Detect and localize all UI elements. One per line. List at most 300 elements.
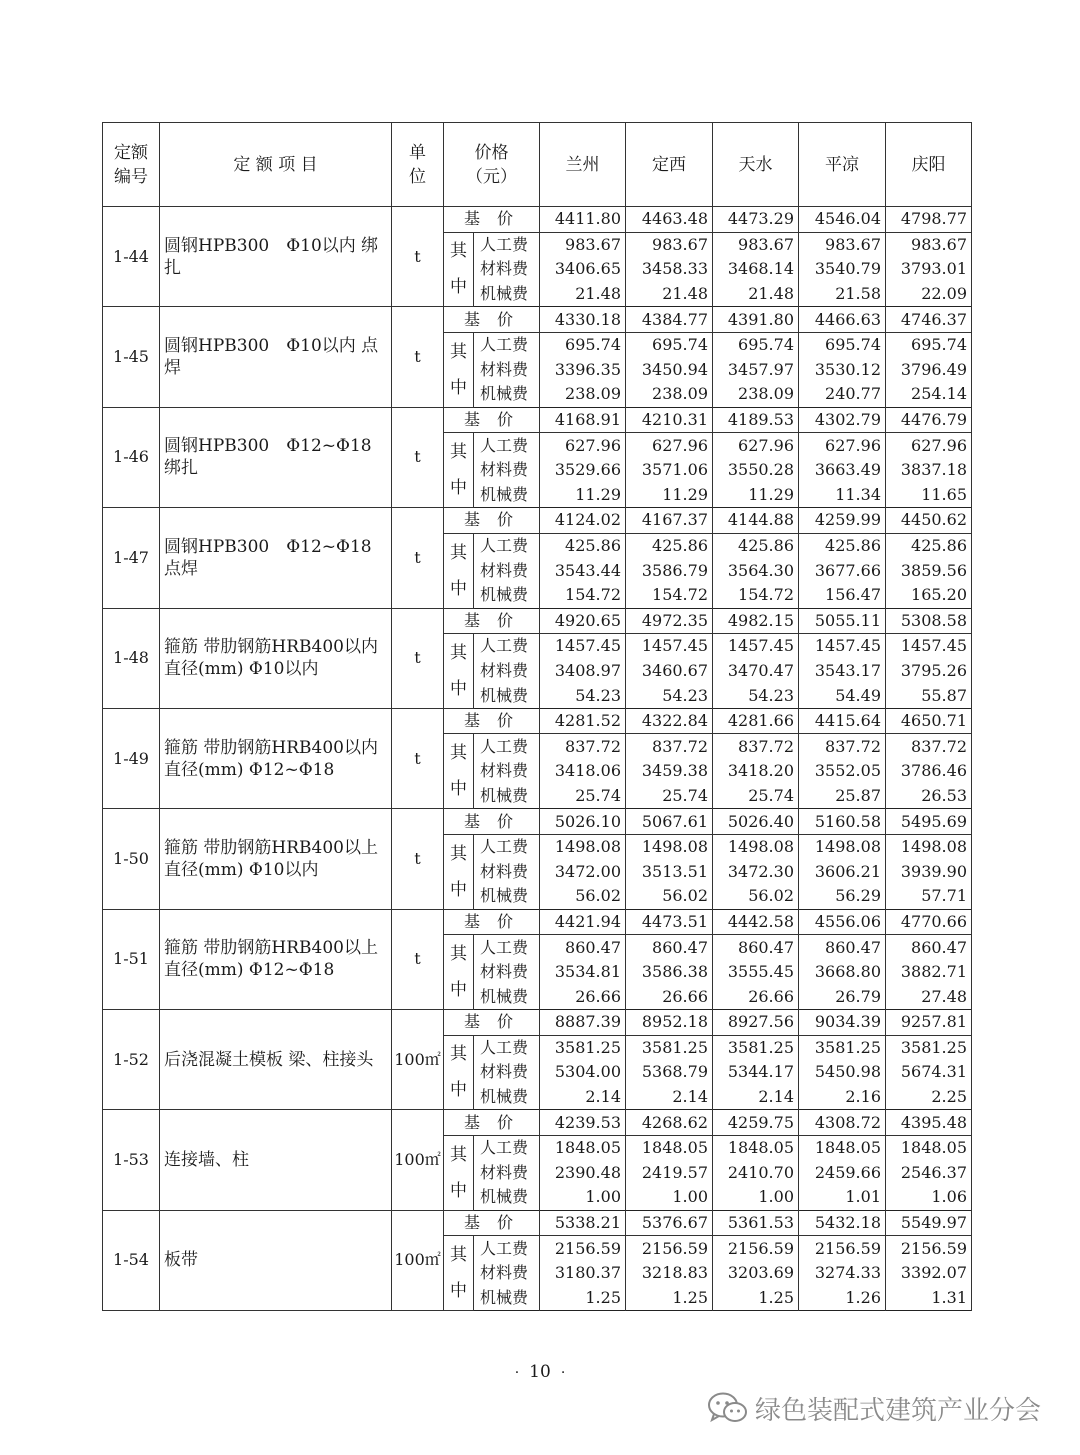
base-price-dingxi: 4473.51	[626, 909, 713, 935]
labor-cost-tianshui: 627.96	[713, 433, 799, 458]
table-body	[103, 207, 972, 1311]
quota-code: 1-49	[103, 708, 160, 808]
qizhong-wrap	[444, 741, 473, 801]
qizhong-label	[444, 935, 474, 1010]
table-row	[103, 1110, 972, 1136]
labor-cost-pingliang: 3581.25	[799, 1035, 886, 1060]
machine-cost-label: 机械费	[474, 884, 540, 909]
base-price-tianshui: 4144.88	[713, 508, 799, 534]
labor-cost-dingxi: 1848.05	[626, 1135, 713, 1160]
labor-cost-dingxi: 1498.08	[626, 834, 713, 859]
quota-price-table	[102, 122, 972, 1311]
machine-cost-qingyang: 11.65	[886, 483, 972, 508]
base-price-tianshui: 4473.29	[713, 207, 799, 233]
base-price-lanzhou: 4124.02	[540, 508, 626, 534]
base-price-label: 基 价	[444, 1210, 540, 1236]
labor-cost-label: 人工费	[474, 533, 540, 558]
labor-cost-qingyang: 425.86	[886, 533, 972, 558]
labor-cost-lanzhou: 983.67	[540, 232, 626, 257]
machine-cost-dingxi: 21.48	[626, 282, 713, 307]
material-cost-tianshui: 3457.97	[713, 358, 799, 383]
labor-cost-lanzhou: 627.96	[540, 433, 626, 458]
base-price-qingyang: 5549.97	[886, 1210, 972, 1236]
quota-code: 1-50	[103, 809, 160, 909]
zhong-char: 中	[450, 377, 467, 398]
machine-cost-pingliang: 21.58	[799, 282, 886, 307]
quota-code: 1-51	[103, 909, 160, 1009]
labor-cost-pingliang: 837.72	[799, 734, 886, 759]
material-cost-pingliang: 3552.05	[799, 759, 886, 784]
labor-cost-pingliang: 2156.59	[799, 1236, 886, 1261]
base-price-lanzhou: 8887.39	[540, 1010, 626, 1036]
material-cost-lanzhou: 3418.06	[540, 759, 626, 784]
base-price-dingxi: 4210.31	[626, 407, 713, 433]
base-price-dingxi: 4268.62	[626, 1110, 713, 1136]
base-price-tianshui: 4259.75	[713, 1110, 799, 1136]
base-price-qingyang: 5308.58	[886, 608, 972, 634]
material-cost-label: 材料费	[474, 358, 540, 383]
qi-char: 其	[450, 743, 467, 764]
qizhong-label	[444, 1135, 474, 1210]
quota-item-name: 圆钢HPB300 Φ12~Φ18 绑扎	[160, 407, 392, 507]
qizhong-label	[444, 734, 474, 809]
machine-cost-label: 机械费	[474, 382, 540, 407]
base-price-qingyang: 4395.48	[886, 1110, 972, 1136]
qizhong-label	[444, 634, 474, 709]
quota-item-name: 连接墙、柱	[160, 1110, 392, 1210]
material-cost-pingliang: 3274.33	[799, 1261, 886, 1286]
machine-cost-label: 机械费	[474, 1185, 540, 1210]
material-cost-label: 材料费	[474, 1161, 540, 1186]
base-price-label: 基 价	[444, 1110, 540, 1136]
base-price-tianshui: 5026.40	[713, 809, 799, 835]
material-cost-qingyang: 3793.01	[886, 257, 972, 282]
table-row	[103, 1010, 972, 1036]
labor-cost-dingxi: 860.47	[626, 935, 713, 960]
base-price-pingliang: 9034.39	[799, 1010, 886, 1036]
table-row	[103, 708, 972, 734]
material-cost-lanzhou: 3534.81	[540, 960, 626, 985]
labor-cost-lanzhou: 2156.59	[540, 1236, 626, 1261]
material-cost-lanzhou: 3180.37	[540, 1261, 626, 1286]
base-price-label: 基 价	[444, 207, 540, 233]
qizhong-label	[444, 1236, 474, 1311]
base-price-dingxi: 8952.18	[626, 1010, 713, 1036]
labor-cost-tianshui: 1498.08	[713, 834, 799, 859]
material-cost-dingxi: 3458.33	[626, 257, 713, 282]
machine-cost-lanzhou: 238.09	[540, 382, 626, 407]
base-price-lanzhou: 4920.65	[540, 608, 626, 634]
base-price-tianshui: 4982.15	[713, 608, 799, 634]
machine-cost-dingxi: 11.29	[626, 483, 713, 508]
base-price-tianshui: 5361.53	[713, 1210, 799, 1236]
machine-cost-label: 机械费	[474, 483, 540, 508]
material-cost-label: 材料费	[474, 458, 540, 483]
base-price-pingliang: 4259.99	[799, 508, 886, 534]
machine-cost-label: 机械费	[474, 1085, 540, 1110]
machine-cost-qingyang: 22.09	[886, 282, 972, 307]
material-cost-lanzhou: 3472.00	[540, 859, 626, 884]
labor-cost-pingliang: 425.86	[799, 533, 886, 558]
labor-cost-label: 人工费	[474, 834, 540, 859]
base-price-lanzhou: 4281.52	[540, 708, 626, 734]
material-cost-lanzhou: 2390.48	[540, 1161, 626, 1186]
machine-cost-qingyang: 1.31	[886, 1286, 972, 1311]
machine-cost-pingliang: 1.26	[799, 1286, 886, 1311]
base-price-label: 基 价	[444, 307, 540, 333]
quota-item-name: 圆钢HPB300 Φ10以内 绑扎	[160, 207, 392, 307]
labor-cost-dingxi: 837.72	[626, 734, 713, 759]
machine-cost-dingxi: 25.74	[626, 784, 713, 809]
material-cost-pingliang: 3530.12	[799, 358, 886, 383]
material-cost-label: 材料费	[474, 257, 540, 282]
base-price-lanzhou: 4168.91	[540, 407, 626, 433]
labor-cost-tianshui: 983.67	[713, 232, 799, 257]
base-price-label: 基 价	[444, 809, 540, 835]
material-cost-lanzhou: 3406.65	[540, 257, 626, 282]
qi-char: 其	[450, 843, 467, 864]
material-cost-lanzhou: 3543.44	[540, 558, 626, 583]
qizhong-wrap	[444, 942, 473, 1002]
base-price-label: 基 价	[444, 508, 540, 534]
base-price-lanzhou: 5026.10	[540, 809, 626, 835]
qizhong-wrap	[444, 641, 473, 701]
qi-char: 其	[450, 1044, 467, 1065]
labor-cost-dingxi: 627.96	[626, 433, 713, 458]
machine-cost-label: 机械费	[474, 683, 540, 708]
qi-char: 其	[450, 1245, 467, 1266]
base-price-pingliang: 4556.06	[799, 909, 886, 935]
quota-item-name: 板带	[160, 1210, 392, 1310]
header-region-dingxi: 定西	[626, 123, 713, 207]
machine-cost-tianshui: 238.09	[713, 382, 799, 407]
machine-cost-dingxi: 1.00	[626, 1185, 713, 1210]
header-region-pingliang: 平凉	[799, 123, 886, 207]
material-cost-label: 材料费	[474, 960, 540, 985]
base-price-pingliang: 4546.04	[799, 207, 886, 233]
material-cost-label: 材料费	[474, 558, 540, 583]
base-price-qingyang: 9257.81	[886, 1010, 972, 1036]
quota-item-name: 箍筋 带肋钢筋HRB400以内 直径(mm) Φ10以内	[160, 608, 392, 708]
labor-cost-pingliang: 1457.45	[799, 634, 886, 659]
quota-item-name: 后浇混凝土模板 梁、柱接头	[160, 1010, 392, 1110]
base-price-tianshui: 4442.58	[713, 909, 799, 935]
labor-cost-lanzhou: 695.74	[540, 332, 626, 357]
material-cost-pingliang: 5450.98	[799, 1060, 886, 1085]
header-item: 定 额 项 目	[160, 123, 392, 207]
machine-cost-pingliang: 156.47	[799, 583, 886, 608]
qizhong-label	[444, 232, 474, 307]
base-price-qingyang: 4798.77	[886, 207, 972, 233]
base-price-tianshui: 4281.66	[713, 708, 799, 734]
machine-cost-pingliang: 11.34	[799, 483, 886, 508]
quota-code: 1-52	[103, 1010, 160, 1110]
base-price-pingliang: 4415.64	[799, 708, 886, 734]
machine-cost-dingxi: 56.02	[626, 884, 713, 909]
material-cost-label: 材料费	[474, 759, 540, 784]
machine-cost-pingliang: 1.01	[799, 1185, 886, 1210]
base-price-pingliang: 4466.63	[799, 307, 886, 333]
base-price-dingxi: 5067.61	[626, 809, 713, 835]
quota-code: 1-48	[103, 608, 160, 708]
machine-cost-lanzhou: 25.74	[540, 784, 626, 809]
machine-cost-qingyang: 27.48	[886, 984, 972, 1009]
price-table-container	[102, 122, 972, 1311]
qizhong-wrap	[444, 1143, 473, 1203]
qi-char: 其	[450, 1144, 467, 1165]
labor-cost-lanzhou: 3581.25	[540, 1035, 626, 1060]
material-cost-label: 材料费	[474, 1060, 540, 1085]
labor-cost-lanzhou: 1457.45	[540, 634, 626, 659]
zhong-char: 中	[450, 779, 467, 800]
machine-cost-pingliang: 240.77	[799, 382, 886, 407]
machine-cost-lanzhou: 21.48	[540, 282, 626, 307]
table-row	[103, 307, 972, 333]
material-cost-lanzhou: 5304.00	[540, 1060, 626, 1085]
labor-cost-tianshui: 695.74	[713, 332, 799, 357]
material-cost-qingyang: 5674.31	[886, 1060, 972, 1085]
labor-cost-label: 人工费	[474, 734, 540, 759]
zhong-char: 中	[450, 879, 467, 900]
base-price-label: 基 价	[444, 608, 540, 634]
machine-cost-dingxi: 26.66	[626, 984, 713, 1009]
labor-cost-tianshui: 837.72	[713, 734, 799, 759]
material-cost-qingyang: 3392.07	[886, 1261, 972, 1286]
machine-cost-qingyang: 26.53	[886, 784, 972, 809]
machine-cost-label: 机械费	[474, 1286, 540, 1311]
machine-cost-qingyang: 254.14	[886, 382, 972, 407]
machine-cost-label: 机械费	[474, 583, 540, 608]
machine-cost-label: 机械费	[474, 282, 540, 307]
quota-unit: t	[392, 508, 444, 608]
labor-cost-dingxi: 983.67	[626, 232, 713, 257]
watermark-text: 绿色装配式建筑产业分会	[755, 1395, 1042, 1426]
material-cost-dingxi: 3586.79	[626, 558, 713, 583]
base-price-tianshui: 8927.56	[713, 1010, 799, 1036]
machine-cost-pingliang: 54.49	[799, 683, 886, 708]
labor-cost-tianshui: 860.47	[713, 935, 799, 960]
machine-cost-tianshui: 2.14	[713, 1085, 799, 1110]
material-cost-label: 材料费	[474, 1261, 540, 1286]
header-region-qingyang: 庆阳	[886, 123, 972, 207]
base-price-qingyang: 5495.69	[886, 809, 972, 835]
base-price-pingliang: 5432.18	[799, 1210, 886, 1236]
base-price-dingxi: 4463.48	[626, 207, 713, 233]
quota-item-name: 箍筋 带肋钢筋HRB400以上 直径(mm) Φ10以内	[160, 809, 392, 909]
machine-cost-label: 机械费	[474, 984, 540, 1009]
qi-char: 其	[450, 442, 467, 463]
base-price-pingliang: 5160.58	[799, 809, 886, 835]
quota-code: 1-53	[103, 1110, 160, 1210]
labor-cost-qingyang: 983.67	[886, 232, 972, 257]
labor-cost-lanzhou: 425.86	[540, 533, 626, 558]
material-cost-dingxi: 3586.38	[626, 960, 713, 985]
labor-cost-pingliang: 1498.08	[799, 834, 886, 859]
labor-cost-qingyang: 2156.59	[886, 1236, 972, 1261]
machine-cost-tianshui: 26.66	[713, 984, 799, 1009]
material-cost-tianshui: 3468.14	[713, 257, 799, 282]
labor-cost-pingliang: 1848.05	[799, 1135, 886, 1160]
material-cost-pingliang: 3543.17	[799, 659, 886, 684]
header-region-tianshui: 天水	[713, 123, 799, 207]
zhong-char: 中	[450, 277, 467, 298]
machine-cost-lanzhou: 154.72	[540, 583, 626, 608]
base-price-dingxi: 4322.84	[626, 708, 713, 734]
machine-cost-pingliang: 26.79	[799, 984, 886, 1009]
quota-item-name: 圆钢HPB300 Φ12~Φ18 点焊	[160, 508, 392, 608]
table-row	[103, 508, 972, 534]
labor-cost-qingyang: 837.72	[886, 734, 972, 759]
material-cost-dingxi: 3513.51	[626, 859, 713, 884]
material-cost-pingliang: 3663.49	[799, 458, 886, 483]
machine-cost-tianshui: 21.48	[713, 282, 799, 307]
zhong-char: 中	[450, 578, 467, 599]
labor-cost-dingxi: 2156.59	[626, 1236, 713, 1261]
zhong-char: 中	[450, 980, 467, 1001]
quota-item-name: 圆钢HPB300 Φ10以内 点焊	[160, 307, 392, 407]
table-row	[103, 909, 972, 935]
labor-cost-dingxi: 1457.45	[626, 634, 713, 659]
machine-cost-pingliang: 56.29	[799, 884, 886, 909]
base-price-pingliang: 4308.72	[799, 1110, 886, 1136]
machine-cost-tianshui: 1.00	[713, 1185, 799, 1210]
quota-unit: t	[392, 307, 444, 407]
quota-code: 1-54	[103, 1210, 160, 1310]
material-cost-dingxi: 3459.38	[626, 759, 713, 784]
quota-item-name: 箍筋 带肋钢筋HRB400以上 直径(mm) Φ12~Φ18	[160, 909, 392, 1009]
base-price-label: 基 价	[444, 708, 540, 734]
qizhong-wrap	[444, 340, 473, 400]
material-cost-qingyang: 3786.46	[886, 759, 972, 784]
header-price: 价格 （元）	[444, 123, 540, 207]
qizhong-wrap	[444, 440, 473, 500]
labor-cost-lanzhou: 837.72	[540, 734, 626, 759]
material-cost-qingyang: 2546.37	[886, 1161, 972, 1186]
qizhong-wrap	[444, 541, 473, 601]
machine-cost-pingliang: 25.87	[799, 784, 886, 809]
material-cost-dingxi: 3460.67	[626, 659, 713, 684]
page-number: · 10 ·	[514, 1362, 566, 1382]
machine-cost-tianshui: 54.23	[713, 683, 799, 708]
table-row	[103, 407, 972, 433]
labor-cost-label: 人工费	[474, 1236, 540, 1261]
table-row	[103, 608, 972, 634]
header-code: 定额 编号	[103, 123, 160, 207]
qizhong-label	[444, 533, 474, 608]
qizhong-label	[444, 332, 474, 407]
machine-cost-dingxi: 154.72	[626, 583, 713, 608]
material-cost-tianshui: 5344.17	[713, 1060, 799, 1085]
labor-cost-label: 人工费	[474, 1035, 540, 1060]
machine-cost-dingxi: 2.14	[626, 1085, 713, 1110]
labor-cost-label: 人工费	[474, 332, 540, 357]
material-cost-qingyang: 3795.26	[886, 659, 972, 684]
base-price-dingxi: 5376.67	[626, 1210, 713, 1236]
labor-cost-qingyang: 860.47	[886, 935, 972, 960]
material-cost-qingyang: 3882.71	[886, 960, 972, 985]
zhong-char: 中	[450, 478, 467, 499]
labor-cost-tianshui: 1848.05	[713, 1135, 799, 1160]
qizhong-label	[444, 1035, 474, 1110]
base-price-dingxi: 4972.35	[626, 608, 713, 634]
header-region-lanzhou: 兰州	[540, 123, 626, 207]
labor-cost-pingliang: 695.74	[799, 332, 886, 357]
machine-cost-dingxi: 238.09	[626, 382, 713, 407]
material-cost-tianshui: 3470.47	[713, 659, 799, 684]
base-price-lanzhou: 5338.21	[540, 1210, 626, 1236]
labor-cost-qingyang: 3581.25	[886, 1035, 972, 1060]
labor-cost-pingliang: 860.47	[799, 935, 886, 960]
labor-cost-dingxi: 695.74	[626, 332, 713, 357]
material-cost-qingyang: 3939.90	[886, 859, 972, 884]
material-cost-tianshui: 3418.20	[713, 759, 799, 784]
table-row	[103, 207, 972, 233]
machine-cost-qingyang: 2.25	[886, 1085, 972, 1110]
material-cost-lanzhou: 3408.97	[540, 659, 626, 684]
material-cost-tianshui: 3550.28	[713, 458, 799, 483]
labor-cost-label: 人工费	[474, 232, 540, 257]
machine-cost-lanzhou: 56.02	[540, 884, 626, 909]
qizhong-wrap	[444, 239, 473, 299]
material-cost-pingliang: 2459.66	[799, 1161, 886, 1186]
machine-cost-lanzhou: 1.25	[540, 1286, 626, 1311]
base-price-qingyang: 4746.37	[886, 307, 972, 333]
base-price-lanzhou: 4239.53	[540, 1110, 626, 1136]
material-cost-lanzhou: 3529.66	[540, 458, 626, 483]
table-row	[103, 1210, 972, 1236]
zhong-char: 中	[450, 1180, 467, 1201]
base-price-pingliang: 5055.11	[799, 608, 886, 634]
base-price-tianshui: 4189.53	[713, 407, 799, 433]
labor-cost-label: 人工费	[474, 935, 540, 960]
base-price-lanzhou: 4421.94	[540, 909, 626, 935]
machine-cost-label: 机械费	[474, 784, 540, 809]
base-price-qingyang: 4476.79	[886, 407, 972, 433]
machine-cost-pingliang: 2.16	[799, 1085, 886, 1110]
quota-unit: t	[392, 909, 444, 1009]
base-price-pingliang: 4302.79	[799, 407, 886, 433]
material-cost-tianshui: 2410.70	[713, 1161, 799, 1186]
machine-cost-lanzhou: 11.29	[540, 483, 626, 508]
quota-code: 1-45	[103, 307, 160, 407]
quota-unit: 100㎡	[392, 1110, 444, 1210]
labor-cost-lanzhou: 1848.05	[540, 1135, 626, 1160]
labor-cost-dingxi: 425.86	[626, 533, 713, 558]
labor-cost-label: 人工费	[474, 634, 540, 659]
labor-cost-pingliang: 627.96	[799, 433, 886, 458]
machine-cost-qingyang: 57.71	[886, 884, 972, 909]
base-price-qingyang: 4450.62	[886, 508, 972, 534]
base-price-dingxi: 4167.37	[626, 508, 713, 534]
material-cost-pingliang: 3668.80	[799, 960, 886, 985]
material-cost-dingxi: 3571.06	[626, 458, 713, 483]
qizhong-wrap	[444, 1042, 473, 1102]
base-price-label: 基 价	[444, 909, 540, 935]
material-cost-dingxi: 3218.83	[626, 1261, 713, 1286]
qi-char: 其	[450, 944, 467, 965]
material-cost-pingliang: 3540.79	[799, 257, 886, 282]
material-cost-tianshui: 3203.69	[713, 1261, 799, 1286]
quota-unit: 100㎡	[392, 1210, 444, 1310]
qi-char: 其	[450, 542, 467, 563]
machine-cost-qingyang: 55.87	[886, 683, 972, 708]
labor-cost-tianshui: 1457.45	[713, 634, 799, 659]
material-cost-pingliang: 3606.21	[799, 859, 886, 884]
labor-cost-qingyang: 627.96	[886, 433, 972, 458]
table-row	[103, 809, 972, 835]
material-cost-dingxi: 3450.94	[626, 358, 713, 383]
machine-cost-tianshui: 56.02	[713, 884, 799, 909]
